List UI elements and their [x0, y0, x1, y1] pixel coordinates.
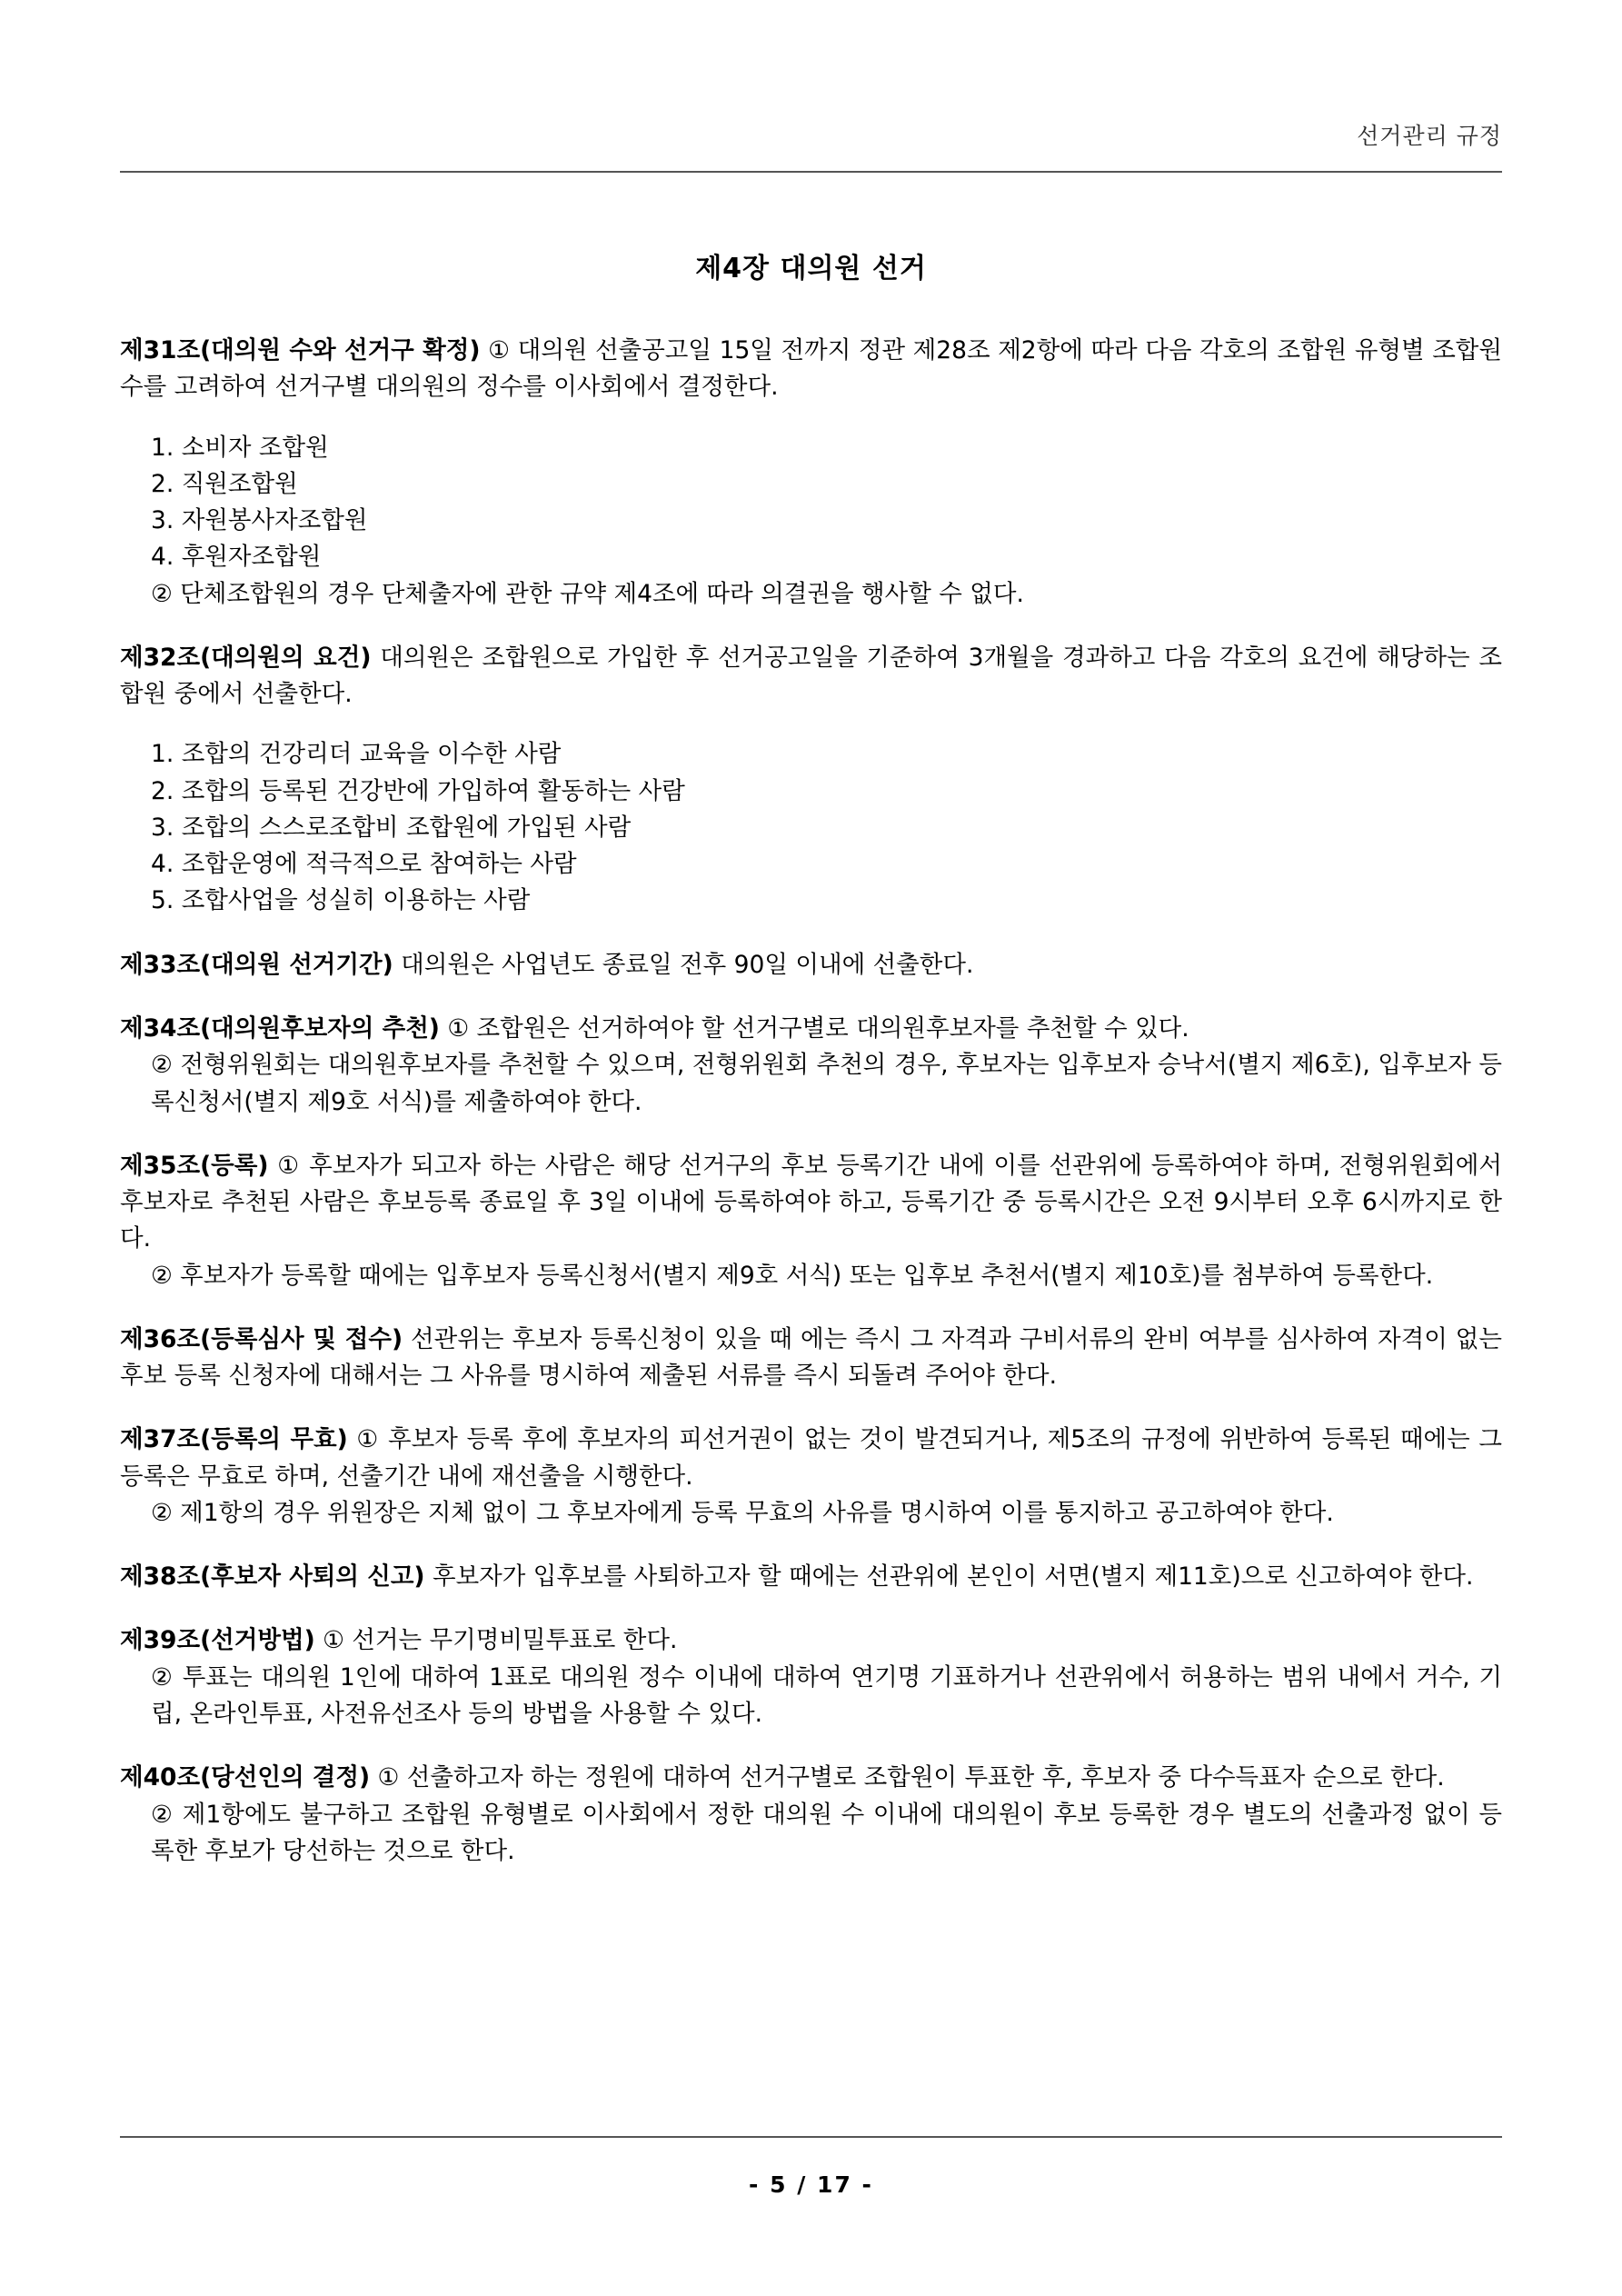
footer-divider: [120, 2136, 1502, 2138]
article-label: 제37조(등록의 무효): [120, 1425, 348, 1454]
article-text: 대의원은 조합원으로 가입한 후 선거공고일을 기준하여 3개월을 경과하고 다음 각호의 요건에 해당하는 조합원 중에서 선출한다.: [120, 643, 1503, 709]
list-item: 3. 조합의 스스로조합비 조합원에 가입된 사람: [151, 813, 632, 842]
article-text: 선관위는 후보자 등록신청이 있을 때 에는 즉시 그 자격과 구비서류의 완비 여부를 심사하여 자격이 없는 후보 등록 신청자에 대해서는 그 사유를 명시하여 제출된 서류를 즉시 되돌려 주어야 한다.: [120, 1324, 1502, 1391]
list-item: 2. 직원조합원: [151, 469, 298, 498]
article-text: ① 후보자 등록 후에 후보자의 피선거권이 없는 것이 발견되거나, 제5조의 규정에 위반하여 등록된 때에는 그 등록은 무효로 하며, 선출기간 내에 재선출을 시행한다.: [120, 1425, 1502, 1491]
list-item: 4. 조합운영에 적극적으로 참여하는 사람: [151, 850, 577, 879]
article-label: 제36조(등록심사 및 접수): [120, 1324, 403, 1353]
article-text: ① 대의원 선출공고일 15일 전까지 정관 제28조 제2항에 따라 다음 각호의 조합원 유형별 조합원 수를 고려하여 선거구별 대의원의 정수를 이사회에서 결정한다.: [120, 336, 1503, 402]
article-paragraph: [120, 1760, 1502, 1796]
list-item: 3. 자원봉사자조합원: [151, 506, 368, 535]
article-text: ① 선출하고자 하는 정원에 대하여 선거구별로 조합원이 투표한 후, 후보자 중 다수득표자 순으로 한다.: [370, 1763, 1445, 1792]
list-item: 5. 조합사업을 성실히 이용하는 사람: [151, 886, 531, 915]
article-31: [120, 333, 1502, 613]
article-text: ① 선거는 무기명비밀투표로 한다.: [314, 1626, 678, 1655]
article-label: 제34조(대의원후보자의 추천): [120, 1013, 440, 1043]
article-33: [120, 947, 1502, 983]
article-item-list: [120, 430, 1502, 576]
article-36: [120, 1322, 1502, 1395]
document-body: [120, 333, 1502, 1870]
article-35: [120, 1148, 1502, 1294]
article-subparagraph: ② 투표는 대의원 1인에 대하여 1표로 대의원 정수 이내에 대하여 연기명 기표하거나 선관위에서 허용하는 범위 내에서 거수, 기립, 온라인투표, 사전유선조사 등의 방법을 사용할 수 있다.: [151, 1662, 1502, 1728]
article-label: 제35조(등록): [120, 1151, 269, 1180]
article-subparagraph: ② 후보자가 등록할 때에는 입후보자 등록신청서(별지 제9호 서식) 또는 입후보 추천서(별지 제10호)를 첨부하여 등록한다.: [151, 1261, 1434, 1290]
article-label: 제39조(선거방법): [120, 1626, 315, 1655]
list-item: 1. 조합의 건강리더 교육을 이수한 사람: [151, 740, 562, 769]
article-38: [120, 1559, 1502, 1595]
article-text: ① 후보자가 되고자 하는 사람은 해당 선거구의 후보 등록기간 내에 이를 선관위에 등록하여야 하며, 전형위원회에서 후보자로 추천된 사람은 후보등록 종료일 후 3일 이내에 등록하여야 하고, 등록기간 중 등록시간은 오전 9시부터 오후 6시까지로 한다.: [120, 1151, 1502, 1253]
article-label: 제31조(대의원 수와 선거구 확정): [120, 336, 481, 364]
article-subparagraph: ② 제1항의 경우 위원장은 지체 없이 그 후보자에게 등록 무효의 사유를 명시하여 이를 통지하고 공고하여야 한다.: [151, 1498, 1334, 1527]
article-paragraph: [120, 333, 1502, 406]
article-paragraph: [120, 1322, 1502, 1395]
article-subparagraph: ② 제1항에도 불구하고 조합원 유형별로 이사회에서 정한 대의원 수 이내에 대의원이 후보 등록한 경우 별도의 선출과정 없이 등록한 후보가 당선하는 것으로 한다.: [151, 1800, 1502, 1865]
article-paragraph: [120, 1559, 1502, 1595]
list-item: 2. 조합의 등록된 건강반에 가입하여 활동하는 사람: [151, 776, 685, 805]
article-paragraph: [120, 1422, 1502, 1495]
article-paragraph: [120, 1148, 1502, 1258]
article-40: [120, 1760, 1502, 1870]
article-subparagraph: ② 단체조합원의 경우 단체출자에 관한 규약 제4조에 따라 의결권을 행사할 수 없다.: [151, 579, 1024, 608]
article-label: 제33조(대의원 선거기간): [120, 950, 393, 979]
article-34: [120, 1011, 1502, 1121]
article-32: [120, 640, 1502, 920]
article-label: 제38조(후보자 사퇴의 신고): [120, 1562, 425, 1592]
article-item-list: [120, 736, 1502, 919]
list-item: 1. 소비자 조합원: [151, 433, 329, 462]
article-text: ① 조합원은 선거하여야 할 선거구별로 대의원후보자를 추천할 수 있다.: [439, 1013, 1189, 1043]
article-paragraph: [120, 640, 1502, 714]
article-paragraph: [120, 947, 1502, 983]
article-37: [120, 1422, 1502, 1532]
header-divider: [120, 171, 1502, 173]
article-subparagraph: ② 전형위원회는 대의원후보자를 추천할 수 있으며, 전형위원회 추천의 경우, 후보자는 입후보자 승낙서(별지 제6호), 입후보자 등록신청서(별지 제9호 서식)를 제출하여야 한다.: [151, 1051, 1502, 1116]
list-item: 4. 후원자조합원: [151, 543, 322, 572]
article-paragraph: [120, 1011, 1502, 1047]
article-label: 제32조(대의원의 요건): [120, 643, 372, 672]
article-39: [120, 1622, 1502, 1732]
article-text: 후보자가 입후보를 사퇴하고자 할 때에는 선관위에 본인이 서면(별지 제11호)으로 신고하여야 한다.: [424, 1562, 1474, 1592]
page-number: - 5 / 17 -: [749, 2171, 873, 2198]
running-title: 선거관리 규정: [1357, 123, 1502, 149]
article-text: 대의원은 사업년도 종료일 전후 90일 이내에 선출한다.: [393, 950, 974, 979]
article-paragraph: [120, 1622, 1502, 1659]
page-header: [120, 0, 1502, 151]
chapter-title: 제4장 대의원 선거: [695, 253, 927, 285]
article-label: 제40조(당선인의 결정): [120, 1763, 371, 1792]
